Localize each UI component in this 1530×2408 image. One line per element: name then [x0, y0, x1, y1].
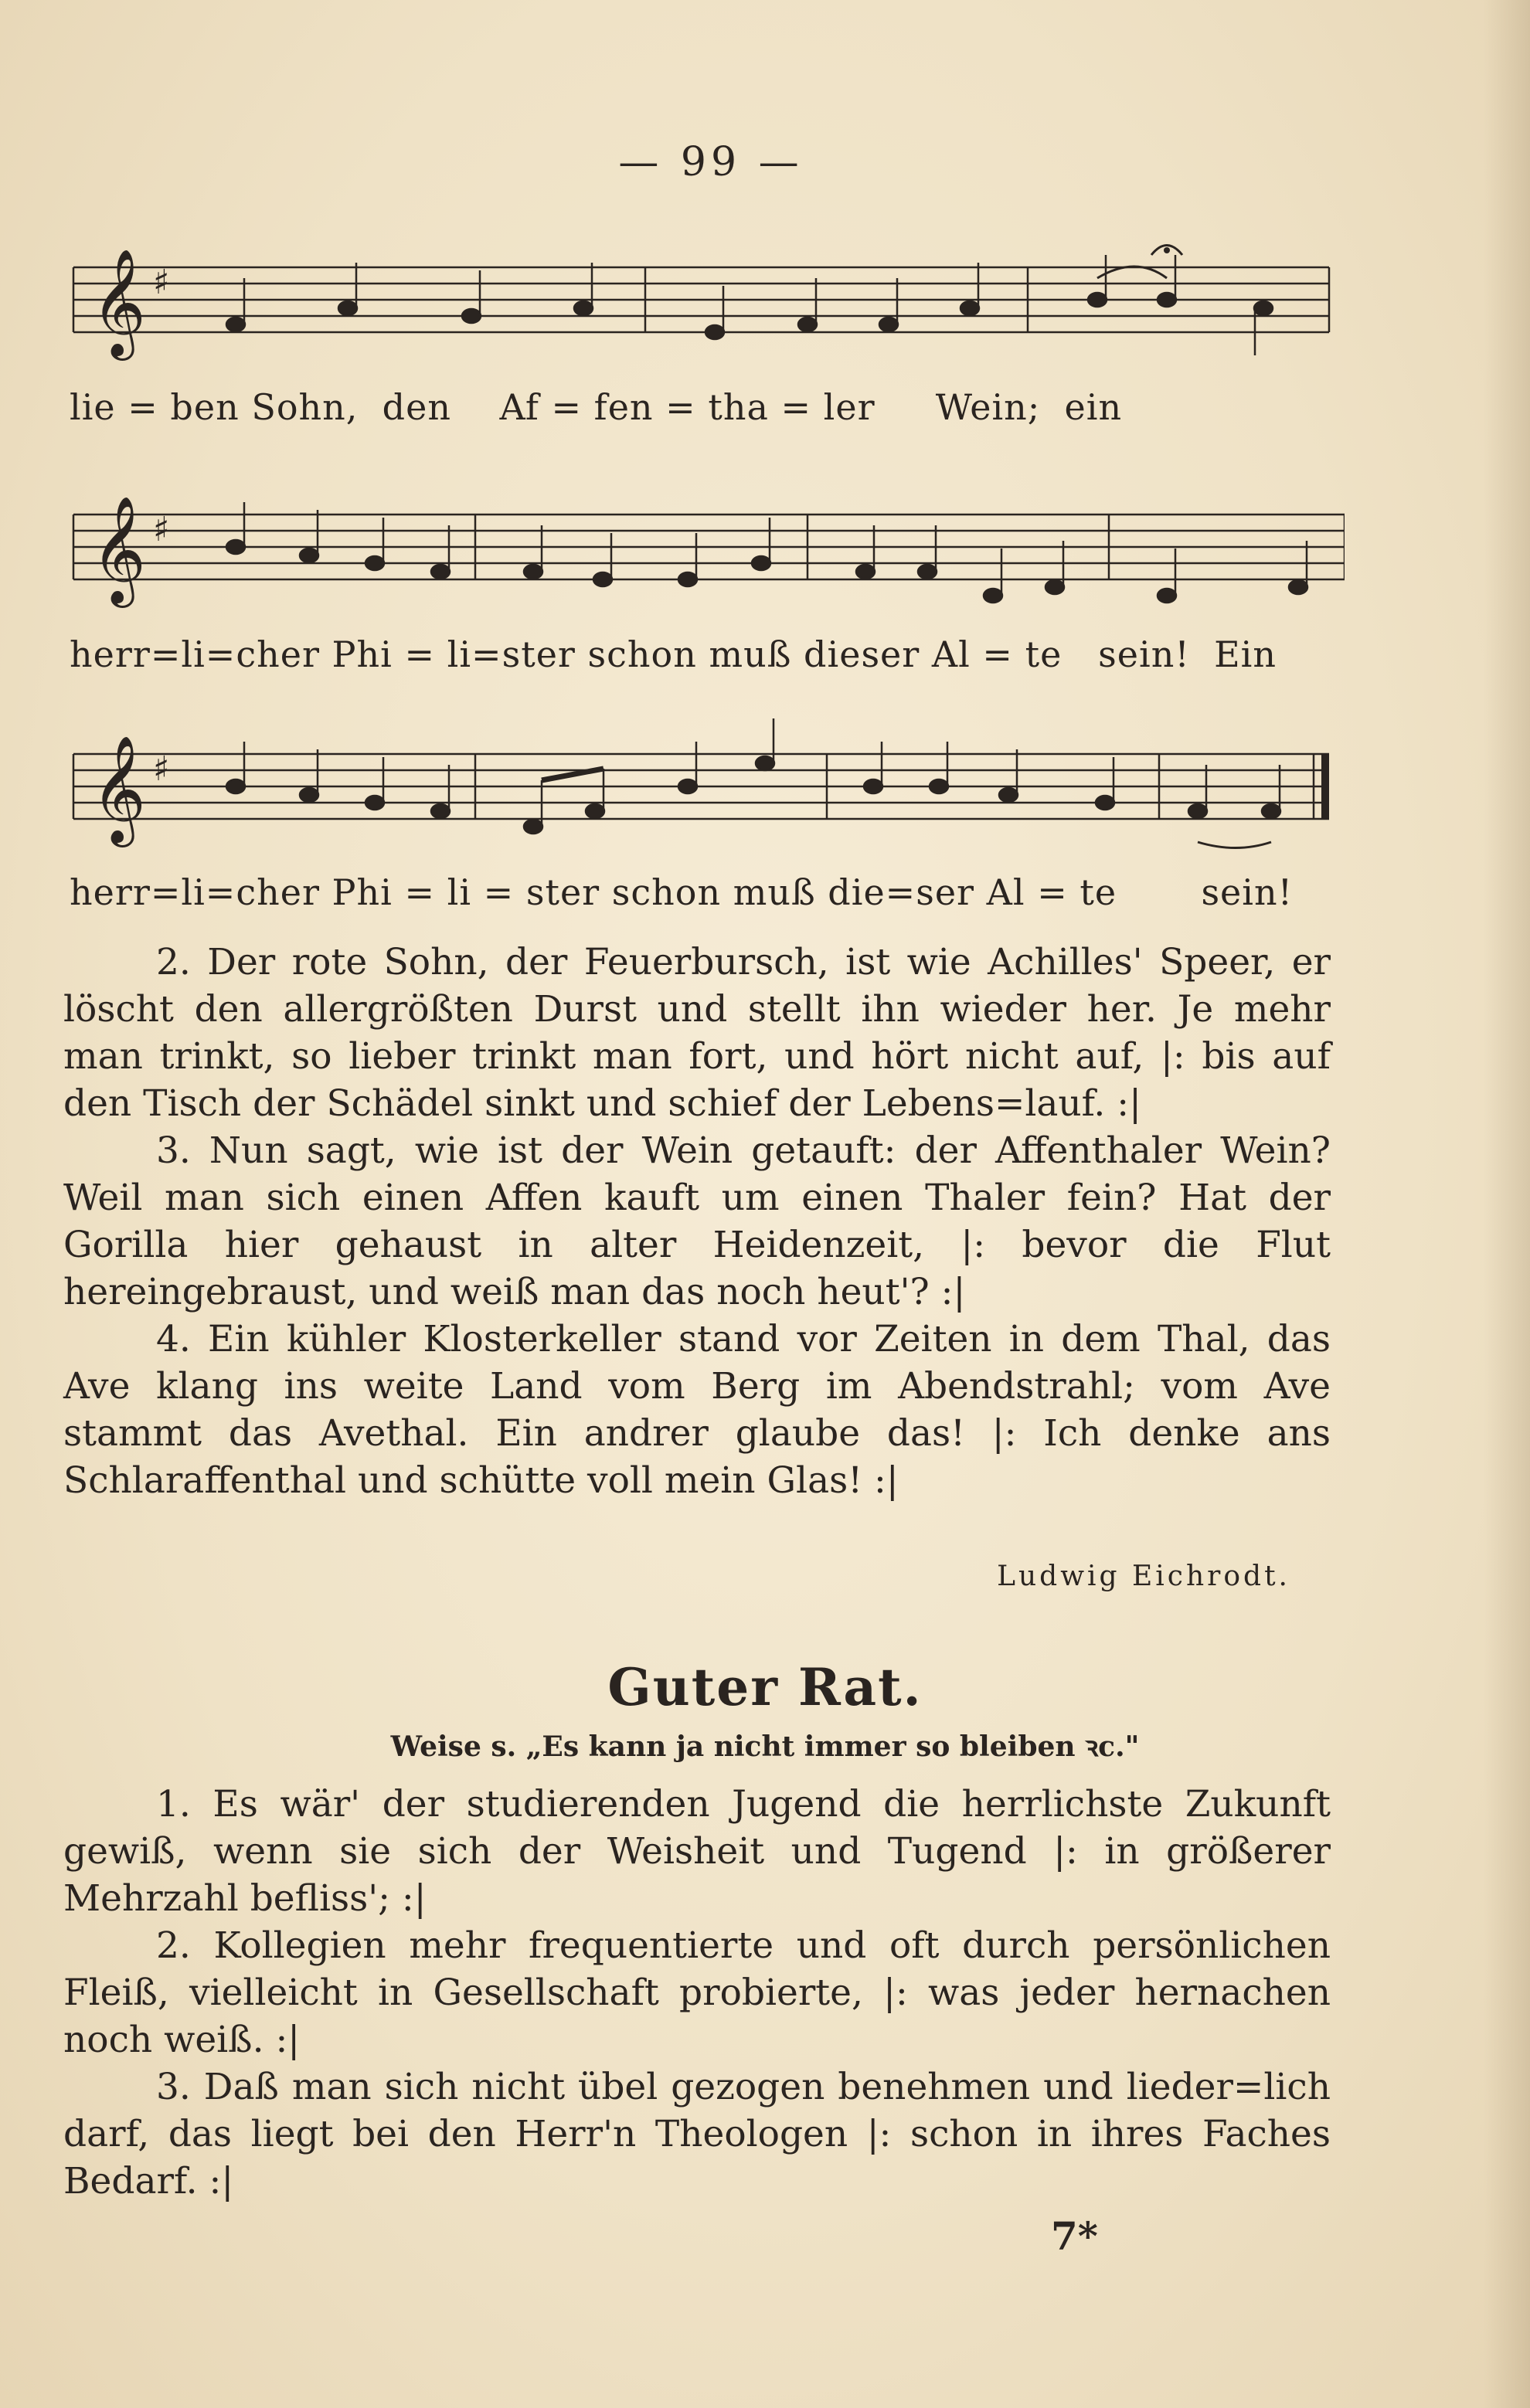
- music-staff-system-1: [70, 232, 1345, 386]
- verse-3: 3. Nun sagt, wie ist der Wein getauft: der Affenthaler Wein? Weil man sich einen Affen kauft um einen Thaler fein? Hat der Gorilla hier gehaust in alter Heidenzeit, |: bevor die Flut hereingebraust, und weiß man das noch heut'? :|: [63, 1129, 1331, 1313]
- music-staff-system-3: [70, 711, 1345, 865]
- lyrics-line-3: herr=li=cher Phi = li = ster schon muß die=ser Al = te sein!: [70, 871, 1294, 913]
- svg-text:♯: ♯: [153, 510, 170, 549]
- lyrics-line-1: lie = ben Sohn, den Af = fen = tha = ler Wein; ein: [70, 386, 1123, 428]
- signature-mark: 7*: [1051, 2213, 1098, 2259]
- svg-text:♯: ♯: [153, 749, 170, 789]
- music-staff-system-2: [70, 471, 1345, 626]
- svg-text:𝄞: 𝄞: [91, 496, 146, 603]
- author-credit: Ludwig Eichrodt.: [997, 1561, 1290, 1592]
- svg-text:♯: ♯: [153, 263, 170, 302]
- verse-3: 3. Daß man sich nicht übel gezogen benehmen und lieder=lich darf, das liegt bei den Herr'n Theologen |: schon in ihres Faches Bedarf. :|: [63, 2066, 1331, 2203]
- verse-1: 1. Es wär' der studierenden Jugend die herrlichste Zukunft gewiß, wenn sie sich der Weisheit und Tugend |: in größerer Mehrzahl befliss'; :|: [63, 1783, 1331, 1920]
- svg-text:𝄞: 𝄞: [91, 735, 146, 843]
- lyrics-line-2: herr=li=cher Phi = li=ster schon muß dieser Al = te sein! Ein: [70, 633, 1277, 675]
- svg-text:𝄞: 𝄞: [91, 249, 146, 356]
- verses-song-1: [63, 939, 1331, 1504]
- verse-2: 2. Kollegien mehr frequentierte und oft durch persönlichen Fleiß, vielleicht in Gesellschaft probierte, |: was jeder hernachen noch weiß. :|: [63, 1924, 1331, 2061]
- song-melody-note: Weise s. „Es kann ja nicht immer so bleiben ꝛc.": [390, 1730, 1140, 1763]
- song-title: Guter Rat.: [607, 1657, 923, 1717]
- page-number: — 99 —: [618, 139, 804, 185]
- page-edge-shadow: [1484, 0, 1530, 2408]
- verse-2: 2. Der rote Sohn, der Feuerbursch, ist wie Achilles' Speer, er löscht den allergrößten Durst und stellt ihn wieder her. Je mehr man trinkt, so lieber trinkt man fort, und hört nicht auf, |: bis auf den Tisch der Schädel sinkt und schief der Lebens=lauf. :|: [63, 941, 1331, 1125]
- verse-4: 4. Ein kühler Klosterkeller stand vor Zeiten in dem Thal, das Ave klang ins weite Land vom Berg im Abendstrahl; vom Ave stammt das Avethal. Ein andrer glaube das! |: Ich denke ans Schlaraffenthal und schütte voll mein Glas! :|: [63, 1318, 1331, 1502]
- verses-song-2: [63, 1781, 1331, 2205]
